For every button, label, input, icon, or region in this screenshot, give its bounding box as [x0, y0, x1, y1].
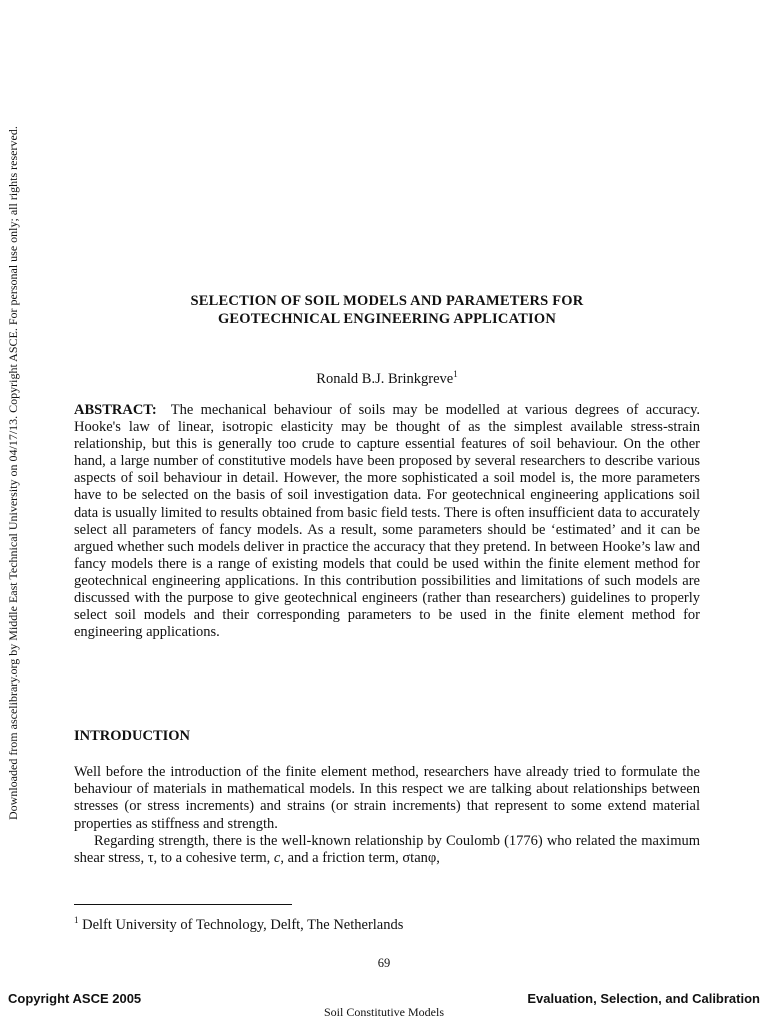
footnote-divider	[74, 904, 292, 905]
symbol-sigma-tan-phi: σtanφ	[402, 850, 437, 867]
intro-text-b: , to a cohesive term,	[153, 850, 274, 867]
footnote-marker: 1	[74, 915, 79, 925]
symbol-tau: τ	[147, 850, 154, 867]
intro-paragraph-2	[74, 833, 700, 867]
paper-title	[74, 292, 700, 328]
symbol-c: c	[273, 850, 281, 867]
footer-copyright: Copyright ASCE 2005	[8, 991, 142, 1006]
introduction-body	[74, 764, 700, 867]
author-name: Ronald B.J. Brinkgreve	[316, 370, 454, 387]
footer-series-title: Evaluation, Selection, and Calibration	[527, 991, 760, 1006]
intro-text-c: , and a friction term,	[280, 850, 403, 867]
intro-text-a: Regarding strength, there is the well-known relationship by Coulomb (1776) who related the maximum shear stress,	[74, 832, 700, 867]
abstract-text: The mechanical behaviour of soils may be modelled at various degrees of accuracy. Hooke's law of linear, isotropic elasticity may be thought of as the simplest available stress-strain relationship, but this is generally too crude to capture essential features of soil behaviour. On the other hand, a large number of constitutive models have been proposed by several researchers to describe various aspects of soil behaviour in detail. However, the more sophisticated a soil model is, the more parameters have to be selected on the basis of soil investigation data. For geotechnical engineering applications soil data is usually limited to results obtained from basic field tests. There is often insufficient data to accurately select all parameters of fancy models. As a result, some parameters should be ‘estimated’ and it can be argued whether such models deliver in practice the accuracy that they pretend. In between Hooke’s law and fancy models there is a range of existing models that could be used within the finite element method for geotechnical engineering applications. In this contribution possibilities and limitations of such models are discussed with the purpose to give geotechnical engineers (rather than researchers) guidelines to properly select soil models and their corresponding parameters to be used in the finite element method for engineering applications.	[74, 402, 700, 641]
download-notice: Downloaded from ascelibrary.org by Middle East Technical University on 04/17/13. Copyright ASCE. For personal use only; all rights reserved.	[6, 126, 20, 820]
page-number: 69	[377, 956, 391, 970]
abstract-label: ABSTRACT:	[74, 402, 157, 418]
footer-book-title: Soil Constitutive Models	[323, 1005, 444, 1019]
intro-text-d: ,	[436, 850, 440, 867]
author-line	[74, 365, 700, 388]
author-footnote-marker: 1	[453, 369, 458, 379]
intro-paragraph-1: Well before the introduction of the finite element method, researchers have already tried to formulate the behaviour of materials in mathematical models. In this respect we are talking about relationships between stresses (or stress increments) and strains (or strain increments) that represent to some extend material properties as stiffness and strength.	[74, 764, 700, 832]
abstract	[74, 402, 700, 641]
section-heading-introduction: INTRODUCTION	[74, 728, 191, 744]
title-line-2: GEOTECHNICAL ENGINEERING APPLICATION	[217, 311, 557, 327]
footnote-text: Delft University of Technology, Delft, The Netherlands	[82, 916, 404, 933]
title-line-1: SELECTION OF SOIL MODELS AND PARAMETERS FOR	[190, 293, 584, 309]
footnote	[74, 911, 403, 934]
